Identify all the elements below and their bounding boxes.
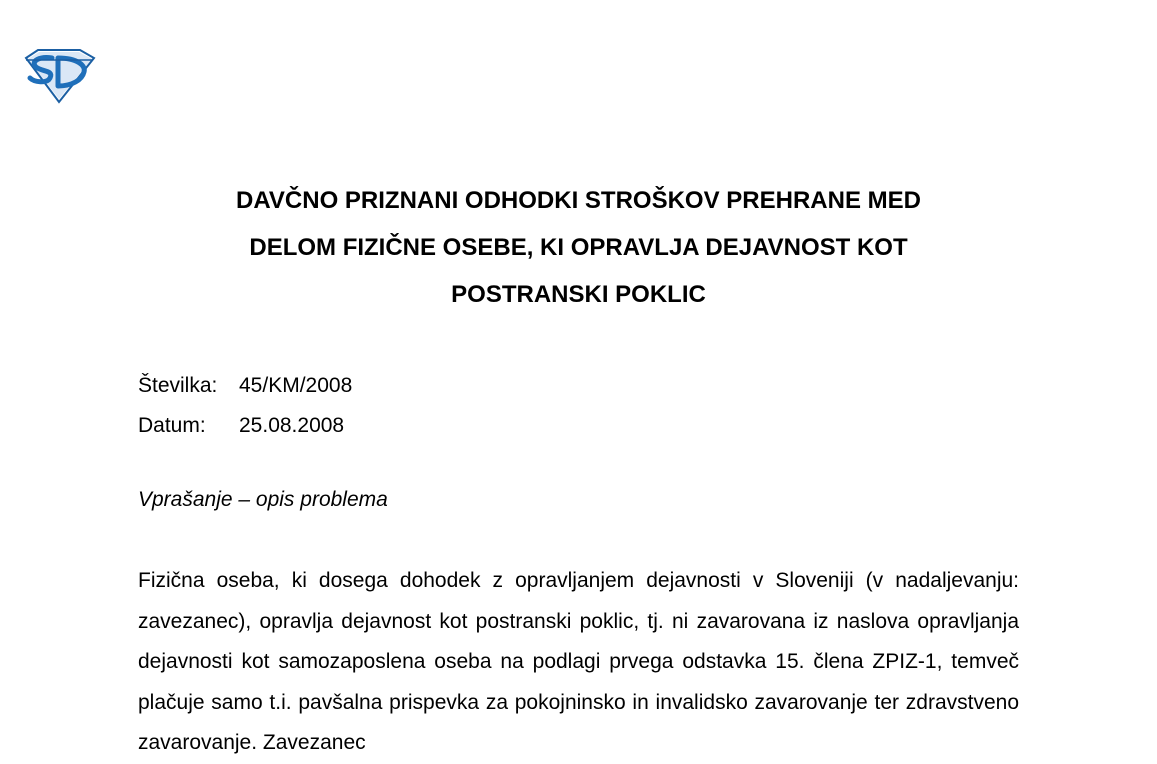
date-label: Datum: <box>138 414 206 437</box>
title-line-2: DELOM FIZIČNE OSEBE, KI OPRAVLJA DEJAVNOST KOT <box>249 234 908 261</box>
title-line-3: POSTRANSKI POKLIC <box>451 281 706 308</box>
section-heading: Vprašanje – opis problema <box>138 488 388 511</box>
number-value: 45/KM/2008 <box>239 374 353 397</box>
date-row <box>138 406 352 446</box>
title-line-1: DAVČNO PRIZNANI ODHODKI STROŠKOV PREHRANE MED <box>236 187 921 214</box>
date-value: 25.08.2008 <box>239 414 345 437</box>
logo-emblem <box>22 48 96 104</box>
number-row <box>138 366 352 406</box>
document-title <box>138 177 1019 318</box>
document-meta <box>138 366 352 446</box>
body-paragraph: Fizična oseba, ki dosega dohodek z opravljanjem dejavnosti v Sloveniji (v nadaljevanju: zavezanec), opravlja dejavnost kot postranski poklic, tj. ni zavarovana iz naslova opravljanja dejavnosti kot samozaposlena oseba na podlagi prvega odstavka 15. člena ZPIZ-1, temveč plačuje samo t.i. pavšalna prispevka za pokojninsko in invalidsko zavarovanje ter zdravstveno zavarovanje. Zavezanec <box>138 569 1019 754</box>
number-label: Številka: <box>138 374 218 397</box>
organization-logo <box>22 48 96 104</box>
